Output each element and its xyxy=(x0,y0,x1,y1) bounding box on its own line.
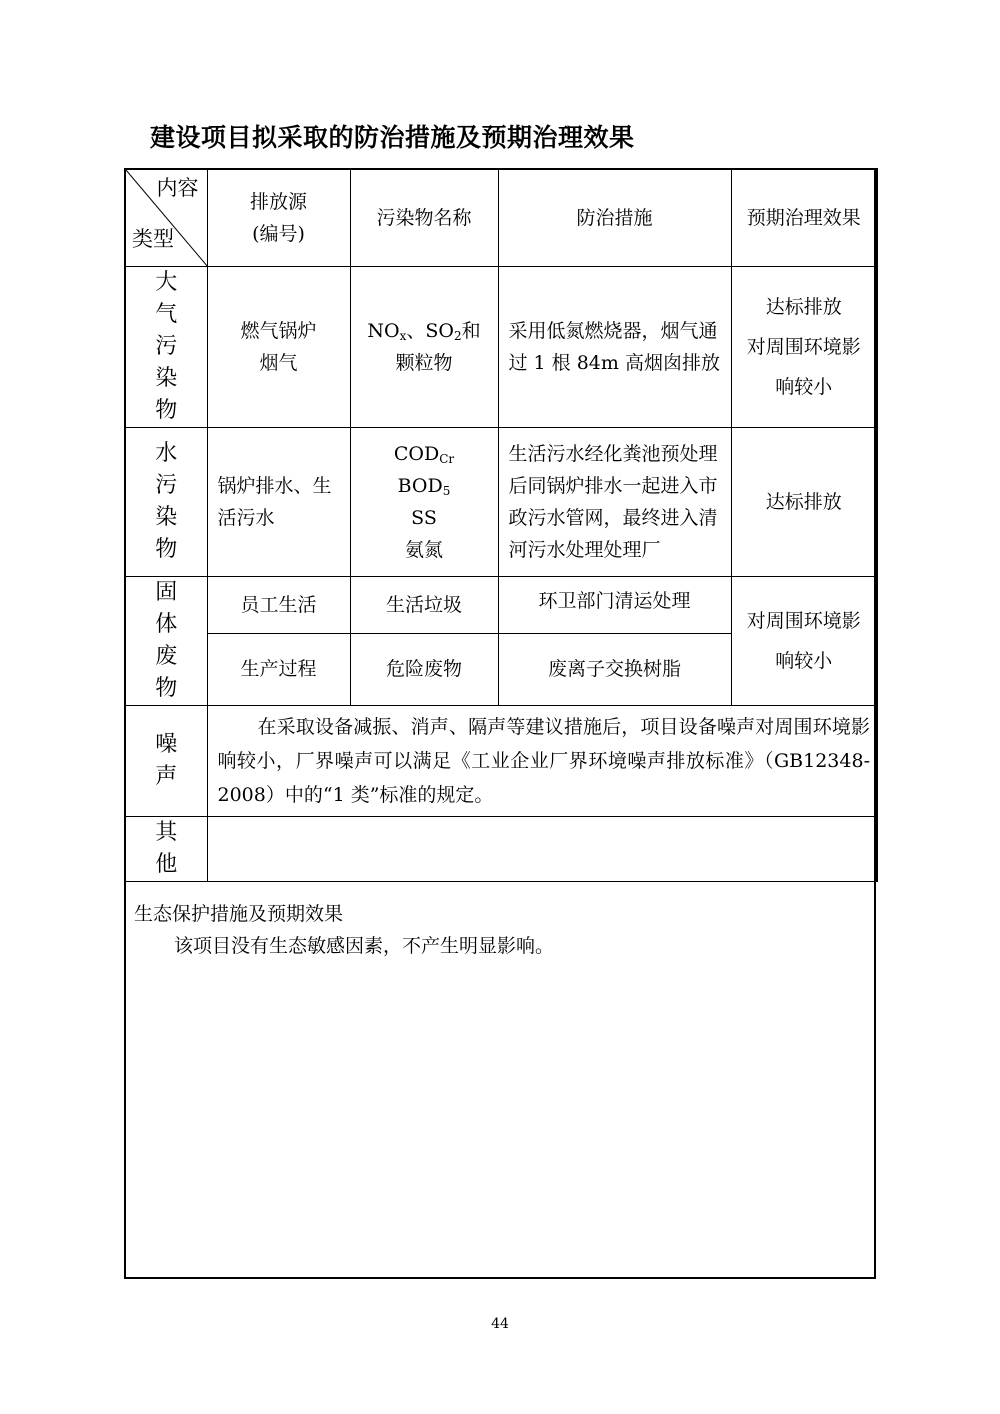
solid-pollutant-1: 生活垃圾 xyxy=(350,576,498,633)
header-type-label: 类型 xyxy=(132,227,174,252)
noise-category xyxy=(125,705,207,816)
water-pollutant-cod: COD xyxy=(393,442,440,465)
ecology-text: 该项目没有生态敏感因素，不产生明显影响。 xyxy=(174,935,555,957)
air-pollutant-sub2: 2 xyxy=(453,328,462,343)
solid-category xyxy=(125,576,207,705)
solid-row-1 xyxy=(125,576,877,633)
header-source xyxy=(207,169,350,266)
header-measures: 防治措施 xyxy=(498,169,731,266)
air-measures: 采用低氮燃烧器，烟气通过 1 根 84m 高烟囱排放 xyxy=(498,266,731,427)
water-effect: 达标排放 xyxy=(731,427,877,576)
header-row xyxy=(125,169,877,266)
water-category xyxy=(125,427,207,576)
air-row xyxy=(125,266,877,427)
noise-text-body: 在采取设备减振、消声、隔声等建议措施后，项目设备噪声对周围环境影响较小，厂界噪声可以满足《工业企业厂界环境噪声排放标准》（GB12348-2008）中的“1 类”标准的规定。 xyxy=(217,715,870,806)
solid-effect xyxy=(731,576,877,705)
air-pollutant-suffix: 和颗粒物 xyxy=(395,319,481,374)
solid-measures-2: 废离子交换树脂 xyxy=(498,633,731,705)
water-category-label: 水污染物 xyxy=(155,440,178,562)
water-pollutant-bod: BOD xyxy=(397,474,443,497)
water-pollutant-ss: SS xyxy=(411,506,437,529)
page-number: 44 xyxy=(491,1316,509,1332)
other-category xyxy=(125,816,207,881)
ecology-heading: 生态保护措施及预期效果 xyxy=(134,903,344,925)
solid-source-2: 生产过程 xyxy=(207,633,350,705)
air-pollutant-prefix: NO xyxy=(367,319,400,342)
header-source-sub: (编号) xyxy=(252,222,305,245)
header-pollutant: 污染物名称 xyxy=(350,169,498,266)
water-pollutants xyxy=(350,427,498,576)
solid-measures-1: 环卫部门清运处理 xyxy=(498,576,731,633)
air-effect xyxy=(731,266,877,427)
air-category xyxy=(125,266,207,427)
water-measures: 生活污水经化粪池预处理后同锅炉排水一起进入市政污水管网，最终进入清河污水处理处理厂 xyxy=(498,427,731,576)
header-content-label: 内容 xyxy=(156,176,199,201)
noise-text xyxy=(207,705,877,816)
water-pollutant-nh3: 氨氮 xyxy=(404,538,443,561)
water-source: 锅炉排水、生活污水 xyxy=(207,427,350,576)
water-pollutant-bod-sub: 5 xyxy=(442,483,451,498)
air-source xyxy=(207,266,350,427)
noise-category-label: 噪声 xyxy=(155,731,178,789)
solid-effect-label: 对周围环境影响较小 xyxy=(746,609,861,672)
water-pollutant-cod-sub: Cr xyxy=(439,451,455,466)
header-diagonal-cell xyxy=(125,169,207,266)
air-category-label: 大气污染物 xyxy=(155,269,178,423)
air-pollutant-mid: 、SO xyxy=(406,319,454,342)
solid-category-label: 固体废物 xyxy=(155,579,178,701)
page-title: 建设项目拟采取的防治措施及预期治理效果 xyxy=(150,123,635,152)
air-effect-line1: 达标排放 xyxy=(765,295,842,318)
water-row xyxy=(125,427,877,576)
air-pollutant xyxy=(350,266,498,427)
air-effect-line2: 对周围环境影响较小 xyxy=(746,335,861,398)
air-pollutant-sub1: x xyxy=(399,328,407,343)
solid-pollutant-2: 危险废物 xyxy=(350,633,498,705)
other-row xyxy=(125,816,877,881)
air-source-label: 燃气锅炉烟气 xyxy=(240,319,317,374)
other-text xyxy=(207,816,877,881)
noise-row xyxy=(125,705,877,816)
header-effect xyxy=(731,169,877,266)
measures-table xyxy=(124,168,878,882)
ecology-section xyxy=(134,898,864,962)
header-effect-label: 预期治理效果 xyxy=(746,206,861,229)
solid-source-1: 员工生活 xyxy=(207,576,350,633)
other-category-label: 其他 xyxy=(155,819,178,877)
header-source-label: 排放源 xyxy=(249,190,307,213)
